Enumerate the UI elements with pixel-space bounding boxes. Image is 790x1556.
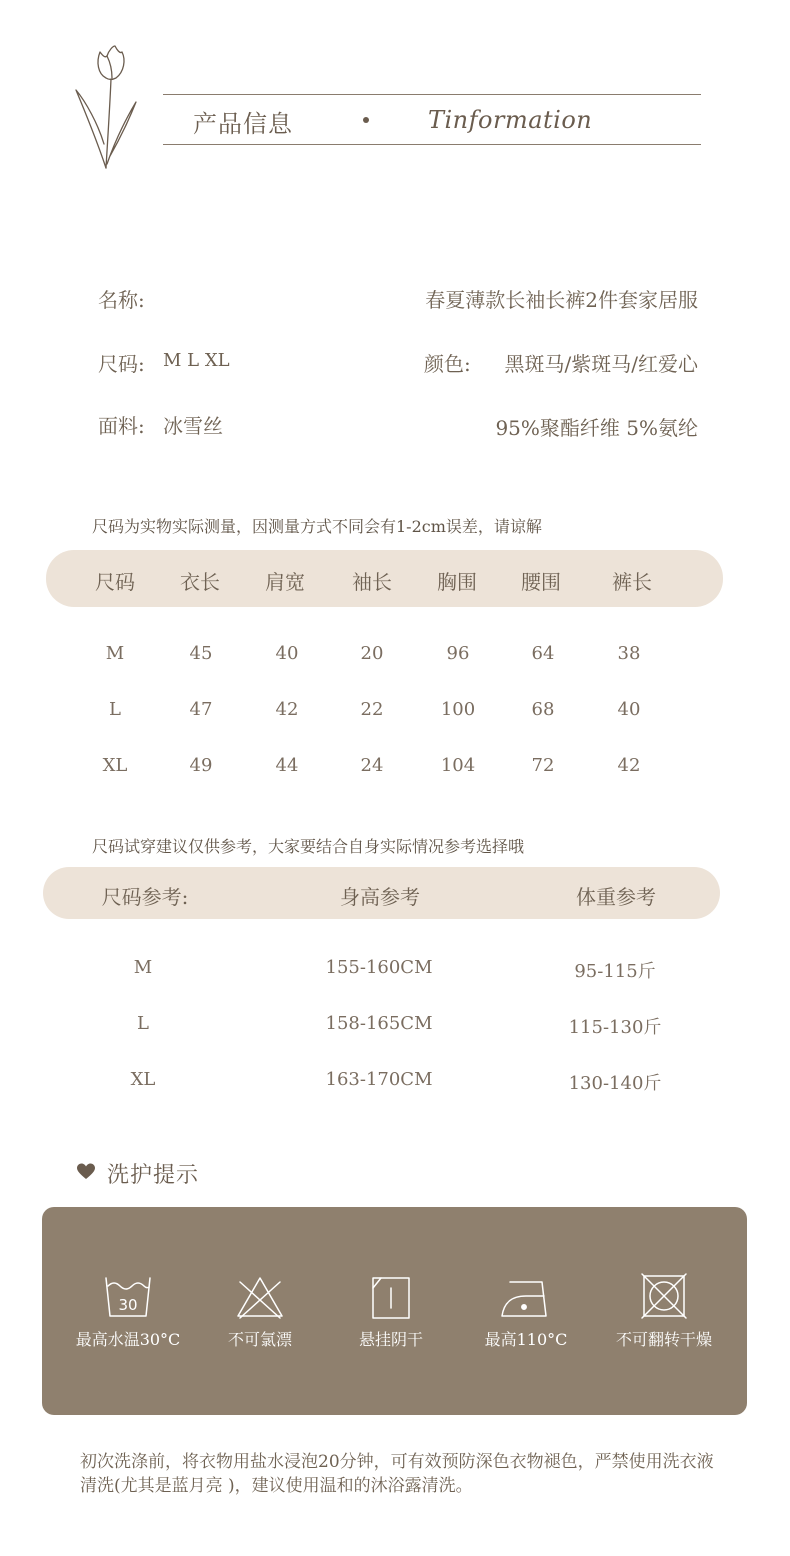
- measure-cell: 49: [189, 755, 213, 776]
- measure-header-length: 衣长: [180, 570, 220, 594]
- measure-cell: 38: [617, 643, 641, 664]
- reference-cell: 95-115斤: [574, 961, 656, 982]
- header-line-bottom: [163, 144, 701, 145]
- reference-cell: 163-170CM: [325, 1069, 433, 1090]
- care-label-iron: 最高110°C: [484, 1330, 568, 1349]
- measure-cell: 20: [360, 643, 384, 664]
- measure-cell: L: [109, 699, 121, 720]
- measure-cell: 68: [531, 699, 555, 720]
- header-dot: [363, 117, 369, 123]
- reference-cell: M: [133, 957, 153, 978]
- care-title: 洗护提示: [107, 1163, 200, 1188]
- measure-cell: 100: [440, 699, 476, 720]
- composition-value: 95%聚酯纤维 5%氨纶: [495, 416, 698, 440]
- reference-cell: 115-130斤: [568, 1017, 662, 1038]
- measure-cell: 22: [360, 699, 384, 720]
- measure-cell: 42: [617, 755, 641, 776]
- color-value: 黑斑马/紫斑马/红爱心: [504, 352, 698, 376]
- no-tumble-dry-icon: [636, 1272, 692, 1320]
- line-dry-shade-icon: [363, 1274, 419, 1322]
- measure-cell: 96: [446, 643, 470, 664]
- reference-cell: 158-165CM: [325, 1013, 433, 1034]
- measure-cell: XL: [102, 755, 128, 776]
- wash-30-icon: [100, 1272, 156, 1320]
- header-title-en: Tinformation: [428, 106, 593, 134]
- fabric-value: 冰雪丝: [163, 414, 223, 438]
- measure-header-waist: 腰围: [521, 570, 561, 594]
- reference-cell: L: [137, 1013, 149, 1034]
- measure-header-bust: 胸围: [437, 570, 477, 594]
- measure-cell: 64: [531, 643, 555, 664]
- measure-header-shoulder: 肩宽: [265, 570, 305, 594]
- no-bleach-icon: [232, 1274, 288, 1322]
- heart-icon: [76, 1162, 96, 1182]
- header-line-top: [163, 94, 701, 95]
- measure-note: 尺码为实物实际测量，因测量方式不同会有1-2cm误差，请谅解: [92, 517, 542, 536]
- care-label-wash: 最高水温30°C: [75, 1330, 181, 1349]
- reference-header-size: 尺码参考:: [101, 885, 189, 909]
- fabric-label: 面料:: [98, 414, 145, 438]
- measure-cell: 24: [360, 755, 384, 776]
- measure-cell: 47: [189, 699, 213, 720]
- color-label: 颜色:: [424, 352, 471, 376]
- name-label: 名称:: [98, 288, 145, 312]
- tulip-icon: [72, 44, 142, 172]
- measure-header-sleeve: 袖长: [352, 570, 392, 594]
- size-label: 尺码:: [98, 352, 145, 376]
- size-value: M L XL: [163, 350, 230, 371]
- measure-header-size: 尺码: [95, 570, 135, 594]
- reference-note: 尺码试穿建议仅供参考，大家要结合自身实际情况参考选择哦: [92, 837, 525, 856]
- reference-header-weight: 体重参考: [576, 885, 656, 909]
- measure-cell: M: [105, 643, 125, 664]
- measure-cell: 44: [275, 755, 299, 776]
- measure-cell: 104: [440, 755, 476, 776]
- measure-cell: 40: [275, 643, 299, 664]
- reference-cell: 130-140斤: [568, 1073, 662, 1094]
- care-label-dry: 悬挂阴干: [358, 1330, 424, 1349]
- header-title: 产品信息: [193, 110, 293, 138]
- measure-cell: 45: [189, 643, 213, 664]
- measure-cell: 72: [531, 755, 555, 776]
- care-footer-text: 初次洗涤前，将衣物用盐水浸泡20分钟，可有效预防深色衣物褪色，严禁使用洗衣液清洗(尤其是蓝月亮 )，建议使用温和的沐浴露清洗。: [80, 1452, 714, 1496]
- reference-cell: XL: [130, 1069, 156, 1090]
- measure-cell: 40: [617, 699, 641, 720]
- wash-temp-text: 30: [118, 1296, 138, 1314]
- measure-header-pants: 裤长: [612, 570, 652, 594]
- name-value: 春夏薄款长袖长裤2件套家居服: [425, 288, 698, 312]
- measure-cell: 42: [275, 699, 299, 720]
- care-label-tumble: 不可翻转干燥: [615, 1330, 713, 1349]
- iron-110-icon: [498, 1274, 554, 1322]
- reference-cell: 155-160CM: [325, 957, 433, 978]
- care-label-bleach: 不可氯漂: [227, 1330, 293, 1349]
- reference-header-height: 身高参考: [340, 885, 420, 909]
